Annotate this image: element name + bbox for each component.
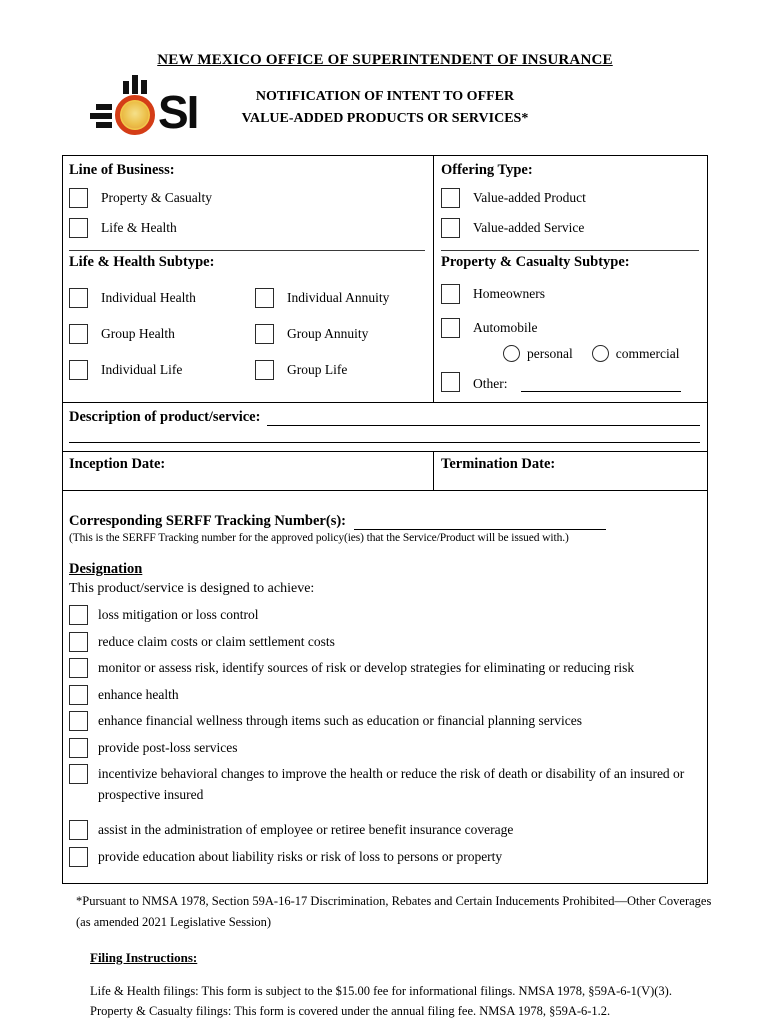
other-input-line[interactable] <box>521 377 681 392</box>
checkbox-option[interactable] <box>69 187 425 209</box>
checkbox-option[interactable] <box>255 323 425 345</box>
serff-line <box>69 513 699 530</box>
offering-type-label: Offering Type: <box>441 162 533 178</box>
designation-intro: This product/service is designed to achieve: <box>69 581 315 596</box>
lh-subtype-options <box>69 273 425 381</box>
designation-option-label: enhance financial wellness through items such as education or financial planning services <box>98 713 582 728</box>
radio-personal[interactable] <box>503 345 520 362</box>
checkbox[interactable] <box>69 685 88 705</box>
checkbox[interactable] <box>69 764 88 784</box>
logo-si-text: SI <box>158 86 198 138</box>
zia-sun-ray-icon <box>141 80 147 94</box>
designation-option-label: monitor or assess risk, identify sources of risk or develop strategies for eliminating or reducing risk <box>98 660 635 675</box>
designation-option[interactable] <box>69 763 699 805</box>
checkbox-label: Individual Life <box>101 362 183 377</box>
designation-option[interactable] <box>69 819 699 840</box>
checkbox-label: Group Health <box>101 326 175 341</box>
checkbox[interactable] <box>69 360 88 380</box>
pc-subtype-options <box>441 283 699 392</box>
form-table <box>62 155 708 884</box>
type-selection-row <box>63 156 707 402</box>
checkbox-label: Group Annuity <box>287 326 369 341</box>
zia-sun-ray-icon <box>123 81 129 94</box>
section-divider <box>69 250 425 251</box>
checkbox[interactable] <box>255 360 274 380</box>
statute-footnote: *Pursuant to NMSA 1978, Section 59A-16-17 Discrimination, Rebates and Certain Inducements Prohibited—Other Coverages (as amended 2021 Legislative Session) <box>76 893 712 929</box>
checkbox-option[interactable] <box>255 287 425 309</box>
designation-option[interactable] <box>69 710 699 731</box>
description-input-line2[interactable] <box>69 426 700 443</box>
checkbox[interactable] <box>69 847 88 867</box>
checkbox[interactable] <box>441 318 460 338</box>
designation-heading: Designation <box>69 561 143 577</box>
filing-line-life-health: Life & Health filings: This form is subject to the $15.00 fee for informational filings. NMSA 1978, §59A-6-1(V)(3). <box>90 983 672 998</box>
checkbox[interactable] <box>441 372 460 392</box>
designation-option-label: assist in the administration of employee or retiree benefit insurance coverage <box>98 822 514 837</box>
checkbox-label: Individual Health <box>101 290 196 305</box>
lh-subtype-label: Life & Health Subtype: <box>69 254 215 270</box>
radio-commercial[interactable] <box>592 345 609 362</box>
filing-instructions-text <box>90 981 716 1021</box>
serff-input-line[interactable] <box>354 515 606 530</box>
designation-option-label: enhance health <box>98 686 179 702</box>
offering-type-options <box>441 187 699 239</box>
checkbox[interactable] <box>255 288 274 308</box>
automobile-radio-row <box>503 345 699 362</box>
checkbox-option[interactable] <box>255 359 425 381</box>
description-row <box>63 402 707 451</box>
designation-option[interactable] <box>69 657 699 678</box>
checkbox-option[interactable] <box>69 287 255 309</box>
description-input-line[interactable] <box>267 411 700 426</box>
checkbox-option[interactable] <box>441 187 699 209</box>
checkbox-option-other[interactable] <box>441 372 699 392</box>
line-of-business-options <box>69 187 425 239</box>
radio-personal-label: personal <box>527 345 573 361</box>
checkbox-option[interactable] <box>441 217 699 239</box>
line-of-business-label: Line of Business: <box>69 162 175 178</box>
header-middle <box>0 73 770 149</box>
zia-sun-ray-icon <box>90 113 112 119</box>
filing-line-property-casualty: Property & Casualty filings: This form is covered under the annual filing fee. NMSA 1978, §59A-6-1.2. <box>90 1003 611 1018</box>
checkbox-label: Property & Casualty <box>101 190 212 205</box>
designation-option-label: provide post-loss services <box>98 739 238 755</box>
checkbox-label: Individual Annuity <box>287 290 390 305</box>
checkbox[interactable] <box>441 218 460 238</box>
form-title-line1: NOTIFICATION OF INTENT TO OFFER <box>255 89 515 104</box>
checkbox[interactable] <box>69 632 88 652</box>
radio-commercial-label: commercial <box>615 345 680 361</box>
termination-date-cell[interactable] <box>434 452 707 490</box>
checkbox[interactable] <box>69 218 88 238</box>
designation-option-label: incentivize behavioral changes to improve the health or reduce the risk of death or disability of an insured or prospective insured <box>98 766 685 802</box>
pc-subtype-label: Property & Casualty Subtype: <box>441 254 630 270</box>
serff-designation-row <box>63 490 707 883</box>
inception-date-cell[interactable] <box>63 452 434 490</box>
dates-row <box>63 451 707 490</box>
offering-type-cell <box>434 156 707 402</box>
checkbox-label: Group Life <box>287 362 348 377</box>
form-title-line2: VALUE-ADDED PRODUCTS OR SERVICES* <box>241 111 529 126</box>
osi-logo <box>84 73 202 145</box>
checkbox[interactable] <box>441 188 460 208</box>
zia-sun-ray-icon <box>96 122 112 128</box>
checkbox[interactable] <box>69 658 88 678</box>
checkbox[interactable] <box>441 284 460 304</box>
zia-sun-ray-icon <box>132 75 138 94</box>
description-line1 <box>69 409 700 426</box>
zia-sun-ray-icon <box>96 104 112 110</box>
other-label: Other: <box>473 376 508 391</box>
designation-option-label: provide education about liability risks or risk of loss to persons or property <box>98 848 503 864</box>
designation-option-label: reduce claim costs or claim settlement costs <box>98 633 335 649</box>
checkbox[interactable] <box>69 188 88 208</box>
designation-option[interactable] <box>69 604 699 625</box>
designation-list <box>69 604 699 867</box>
checkbox-label: Homeowners <box>473 286 545 301</box>
designation-option[interactable] <box>69 631 699 652</box>
checkbox-option[interactable] <box>69 359 255 381</box>
termination-date-label: Termination Date: <box>441 456 556 472</box>
checkbox[interactable] <box>69 324 88 344</box>
designation-option-label: loss mitigation or loss control <box>98 607 259 622</box>
checkbox-option[interactable] <box>69 323 255 345</box>
section-divider <box>441 250 699 251</box>
checkbox-option-automobile[interactable] <box>441 317 699 339</box>
line-of-business-cell <box>63 156 434 402</box>
checkbox-label: Automobile <box>473 320 538 335</box>
agency-title: NEW MEXICO OFFICE OF SUPERINTENDENT OF INSURANCE <box>157 52 613 68</box>
checkbox[interactable] <box>69 605 88 625</box>
checkbox-option-homeowners[interactable] <box>441 283 699 305</box>
zia-sun-seal-icon <box>115 95 155 135</box>
checkbox-label: Value-added Service <box>473 220 585 235</box>
checkbox[interactable] <box>69 288 88 308</box>
checkbox-option[interactable] <box>69 217 425 239</box>
checkbox[interactable] <box>69 738 88 758</box>
checkbox-label: Value-added Product <box>473 190 586 205</box>
filing-instructions-heading: Filing Instructions: <box>90 949 198 965</box>
designation-option[interactable] <box>69 846 699 867</box>
serff-note: (This is the SERFF Tracking number for the approved policy(ies) that the Service/Product will be issued with.) <box>69 532 569 544</box>
checkbox[interactable] <box>69 820 88 840</box>
checkbox[interactable] <box>255 324 274 344</box>
checkbox[interactable] <box>69 711 88 731</box>
designation-option[interactable] <box>69 684 699 705</box>
designation-option[interactable] <box>69 737 699 758</box>
checkbox-label: Life & Health <box>101 220 177 235</box>
description-label: Description of product/service: <box>69 409 261 425</box>
inception-date-label: Inception Date: <box>69 456 166 472</box>
serff-label: Corresponding SERFF Tracking Number(s): <box>69 513 346 529</box>
